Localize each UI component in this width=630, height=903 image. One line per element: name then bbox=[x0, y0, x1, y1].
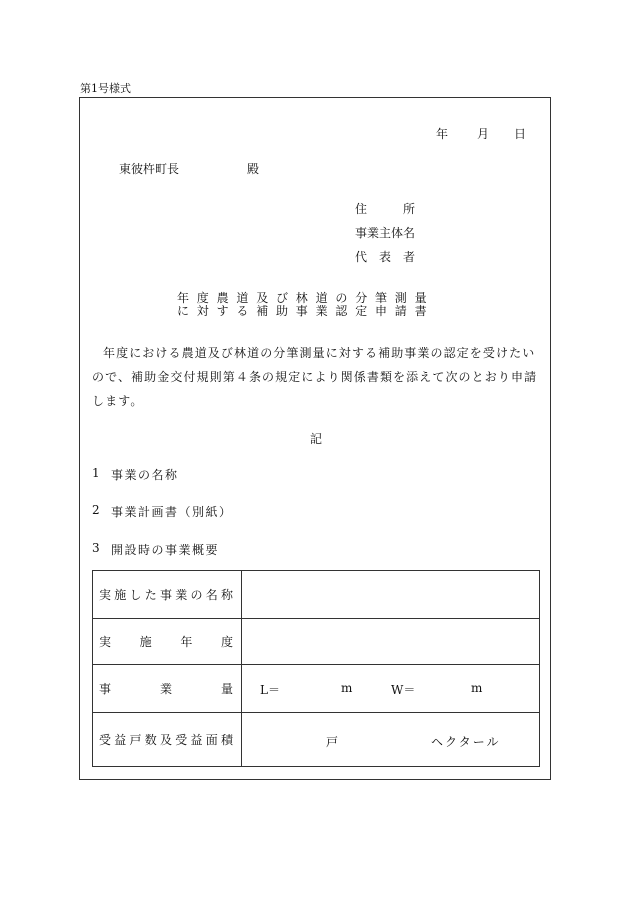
table-row bbox=[93, 665, 540, 713]
body-text-line3: します。 bbox=[92, 394, 144, 408]
document-title-line1: 年度農道及び林道の分筆測量 bbox=[177, 291, 435, 305]
applicant-representative-label: 代 表 者 bbox=[355, 250, 416, 264]
households-unit: 戸 bbox=[326, 735, 339, 749]
ki-heading: 記 bbox=[310, 432, 323, 446]
width-unit: m bbox=[471, 681, 483, 695]
body-text-line1: 年度における農道及び林道の分筆測量に対する補助事業の認定を受けたい bbox=[103, 346, 536, 360]
fiscal-year-value-cell[interactable] bbox=[242, 619, 540, 665]
table-row bbox=[93, 713, 540, 767]
table-row bbox=[93, 571, 540, 619]
body-text-line2: ので、補助金交付規則第４条の規定により関係書類を添えて次のとおり申請 bbox=[92, 370, 538, 384]
item-3-number: 3 bbox=[92, 541, 100, 555]
item-1-label: 事業の名称 bbox=[111, 468, 179, 482]
length-unit: m bbox=[341, 681, 353, 695]
applicant-entity-label: 事業主体名 bbox=[355, 226, 416, 240]
date-month: 月 bbox=[477, 127, 490, 141]
addressee-name: 東彼杵町長 bbox=[119, 162, 180, 176]
applicant-address-label: 住 所 bbox=[355, 202, 428, 216]
row-label-project-name: 実施した事業の名称 bbox=[93, 571, 242, 619]
form-number-label: 第1号様式 bbox=[80, 82, 131, 95]
document-title-line2: に対する補助事業認定申請書 bbox=[177, 304, 435, 318]
project-name-value-cell[interactable] bbox=[242, 571, 540, 619]
project-summary-table bbox=[92, 570, 540, 767]
item-3-label: 開設時の事業概要 bbox=[111, 543, 220, 557]
width-label: W＝ bbox=[391, 683, 416, 697]
item-2-number: 2 bbox=[92, 503, 100, 517]
table-row bbox=[93, 619, 540, 665]
date-year: 年 bbox=[436, 127, 449, 141]
length-label: L＝ bbox=[260, 683, 280, 697]
item-1-number: 1 bbox=[92, 466, 100, 480]
row-label-beneficiaries: 受益戸数及受益面積 bbox=[93, 713, 242, 767]
row-label-fiscal-year: 実施年度 bbox=[93, 619, 242, 665]
hectare-unit: ヘクタール bbox=[431, 735, 501, 749]
date-day: 日 bbox=[514, 127, 527, 141]
beneficiaries-value-cell[interactable] bbox=[242, 713, 540, 767]
project-volume-value-cell[interactable] bbox=[242, 665, 540, 713]
addressee-honorific: 殿 bbox=[247, 162, 260, 176]
item-2-label: 事業計画書（別紙） bbox=[111, 505, 233, 519]
row-label-project-volume: 事業量 bbox=[93, 665, 242, 713]
